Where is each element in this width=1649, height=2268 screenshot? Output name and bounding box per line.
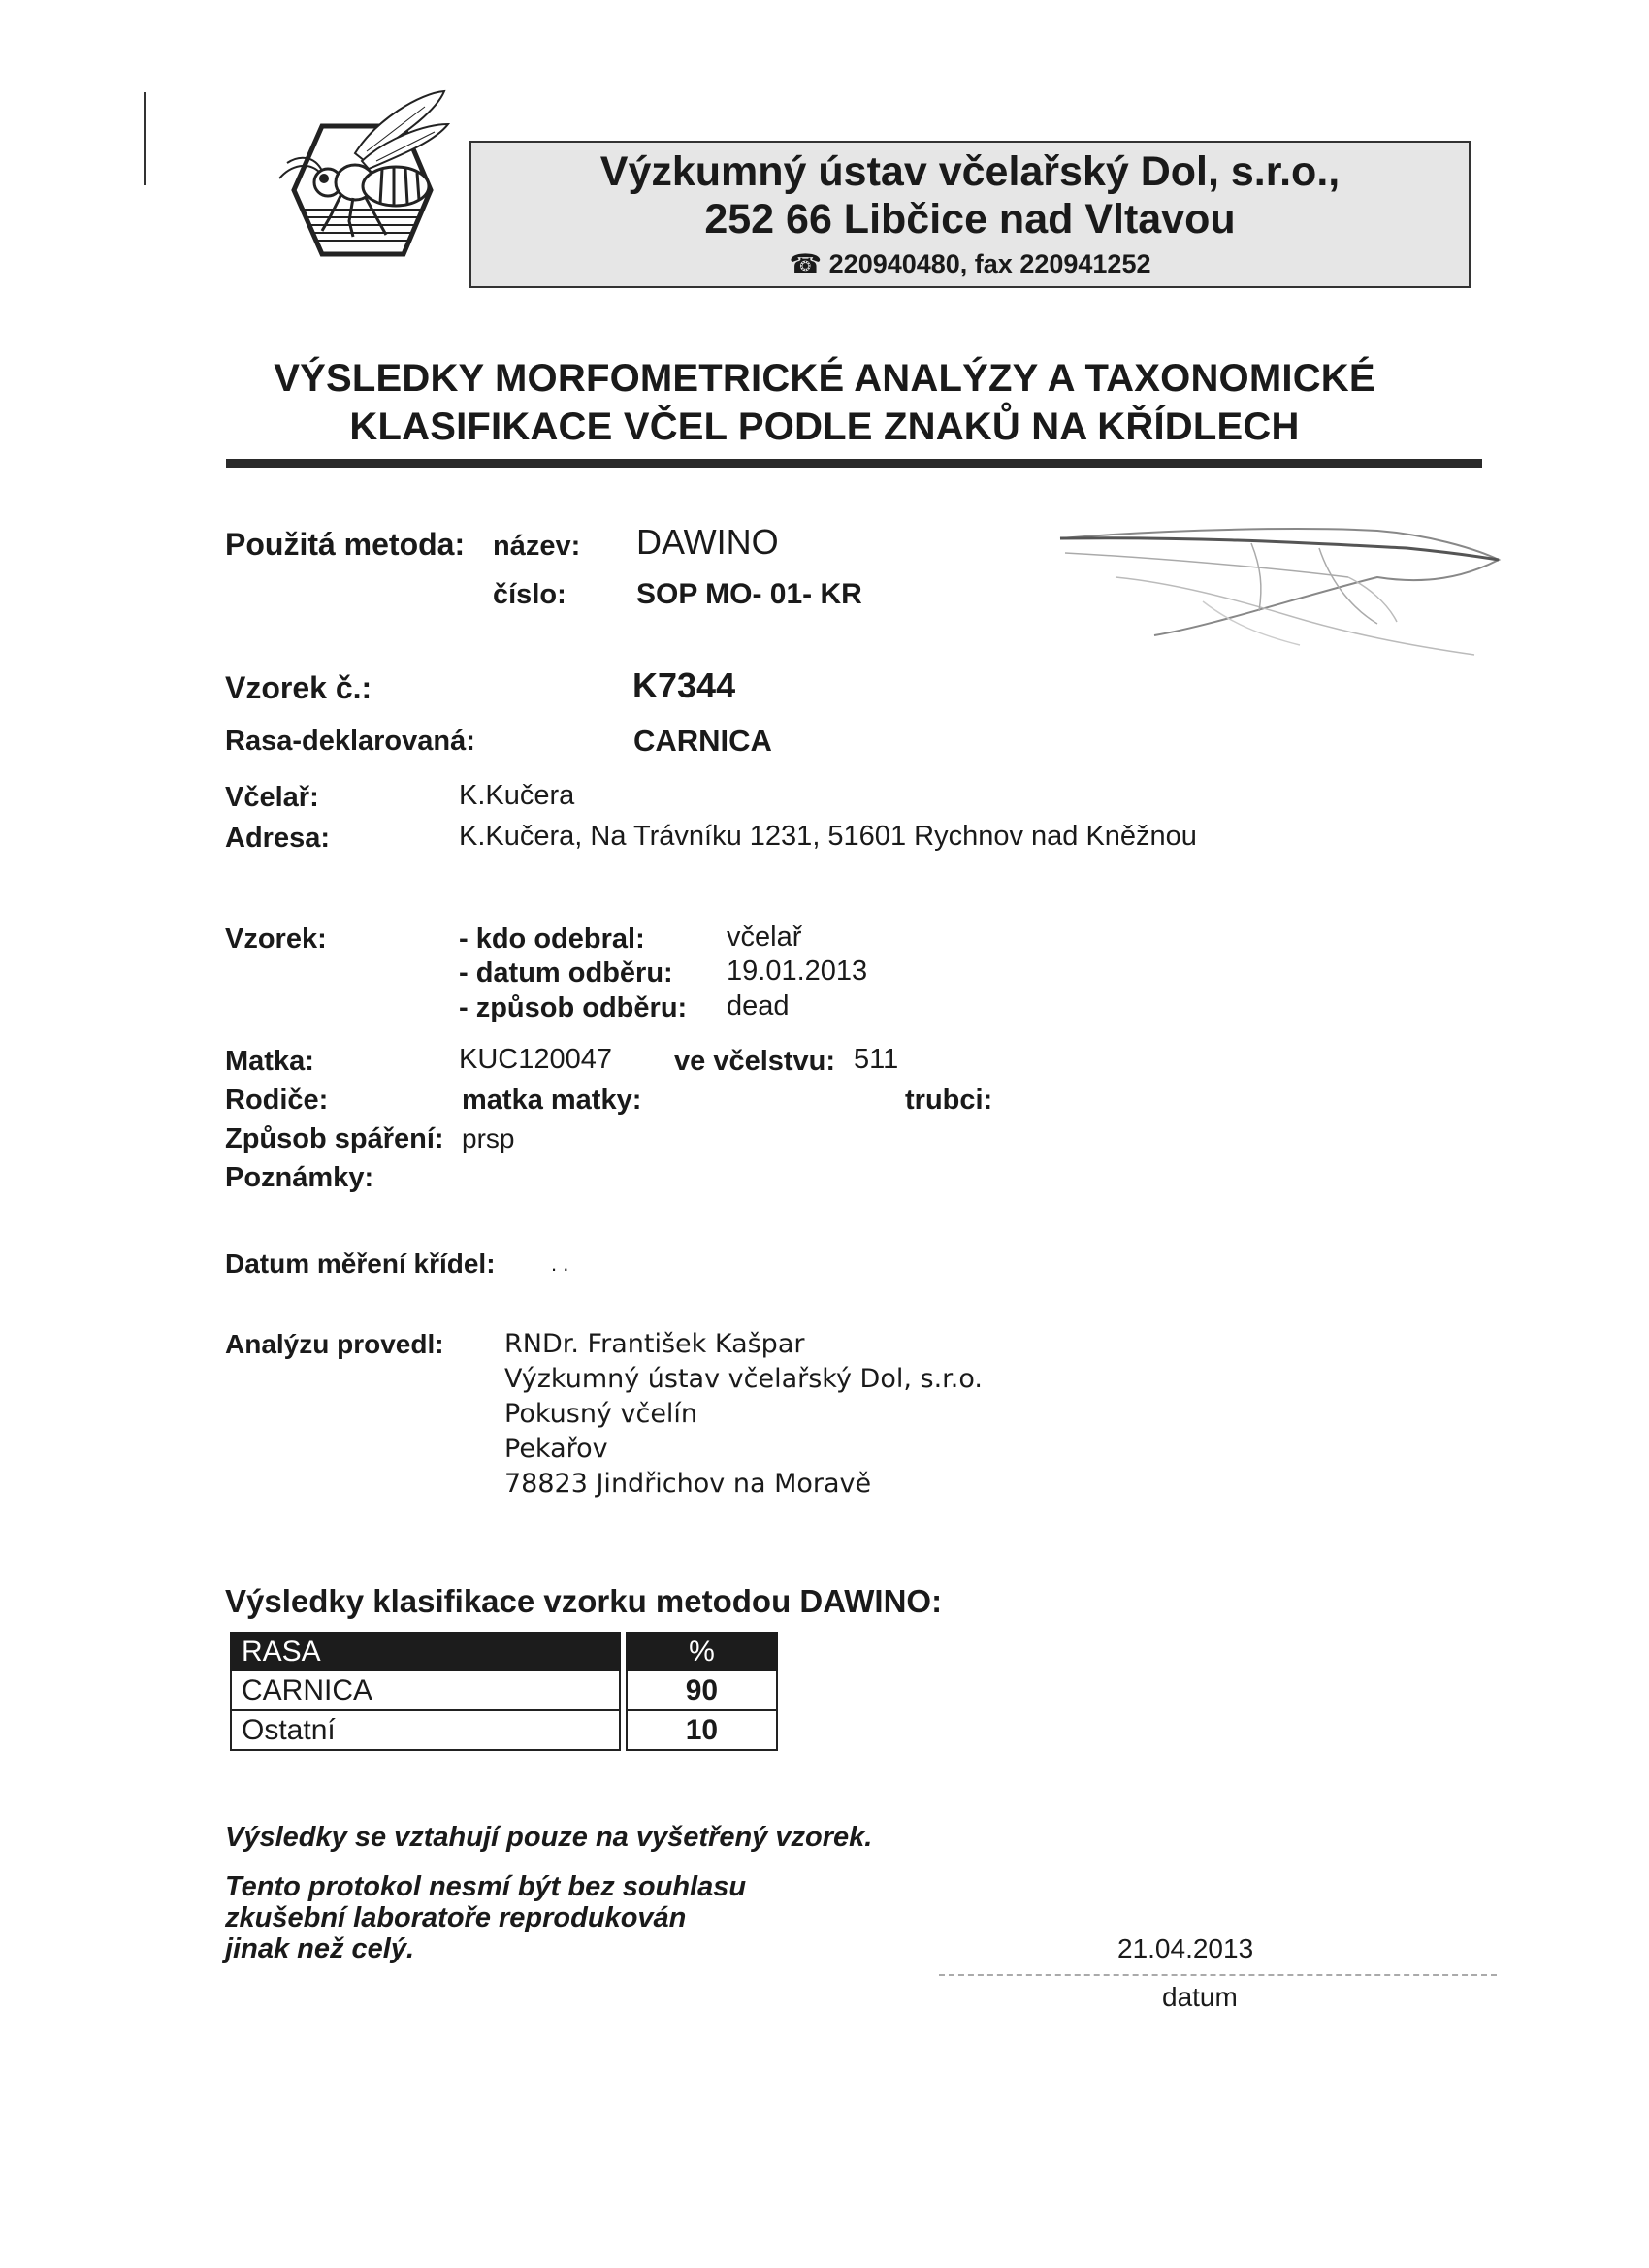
- reproduction-note-line: jinak než celý.: [225, 1933, 415, 1964]
- analyst-line: Pokusný včelín: [504, 1399, 698, 1429]
- method-label: Použitá metoda:: [225, 527, 466, 562]
- parents-label: Rodiče:: [225, 1085, 329, 1116]
- scope-note: Výsledky se vztahují pouze na vyšetřený vzorek.: [225, 1822, 873, 1853]
- reproduction-note-line: zkušební laboratoře reprodukován: [225, 1902, 687, 1933]
- document-title-line-2: KLASIFIKACE VČEL PODLE ZNAKŮ NA KŘÍDLECH: [349, 405, 1300, 448]
- measurement-date-label: Datum měření křídel:: [225, 1248, 496, 1279]
- queen-label: Matka:: [225, 1046, 314, 1077]
- table-row: [230, 1711, 778, 1751]
- mating-label: Způsob spáření:: [225, 1123, 444, 1154]
- queen-mother-label: matka matky:: [462, 1085, 642, 1116]
- method-number: SOP MO- 01- KR: [636, 578, 862, 610]
- collection-date-label: - datum odběru:: [459, 957, 673, 988]
- analyst-details: [504, 1327, 983, 1502]
- colony-number: 511: [854, 1044, 899, 1075]
- address-label: Adresa:: [225, 823, 330, 854]
- notes-label: Poznámky:: [225, 1162, 374, 1193]
- beekeeper-name: K.Kučera: [459, 780, 575, 811]
- signature-line: [939, 1974, 1497, 1976]
- telephone-icon: ☎: [789, 249, 823, 278]
- analyst-line: Výzkumný ústav včelařský Dol, s.r.o.: [504, 1364, 984, 1394]
- analyst-line: 78823 Jindřichov na Moravě: [504, 1469, 872, 1499]
- results-table: [225, 1632, 783, 1751]
- mating-method: prsp: [462, 1123, 515, 1153]
- contact-numbers: 220940480, fax 220941252: [828, 249, 1151, 278]
- method-number-label: číslo:: [493, 579, 566, 610]
- race-cell: Ostatní: [230, 1711, 621, 1751]
- sample-id-label: Vzorek č.:: [225, 670, 372, 705]
- institute-header: [469, 141, 1471, 288]
- percent-cell: 90: [626, 1671, 778, 1711]
- queen-id: KUC120047: [459, 1044, 612, 1075]
- declared-race: CARNICA: [633, 724, 772, 758]
- analyst-line: Pekařov: [504, 1434, 608, 1464]
- reproduction-note-line: Tento protokol nesmí být bez souhlasu: [225, 1871, 747, 1902]
- document-title-line-1: VÝSLEDKY MORFOMETRICKÉ ANALÝZY A TAXONOMICKÉ: [274, 357, 1375, 400]
- method-name-label: název:: [493, 531, 581, 562]
- margin-mark: [144, 92, 146, 185]
- collection-method: dead: [727, 990, 790, 1021]
- column-header-percent: %: [626, 1632, 778, 1671]
- column-header-race: RASA: [230, 1632, 621, 1671]
- reproduction-note: [225, 1871, 746, 1964]
- race-cell: CARNICA: [230, 1671, 621, 1711]
- drones-label: trubci:: [905, 1085, 993, 1116]
- institute-name: Výzkumný ústav včelařský Dol, s.r.o.,: [599, 148, 1341, 195]
- collector-label: - kdo odebral:: [459, 923, 645, 955]
- bee-wing-icon: [1057, 509, 1504, 703]
- collection-date: 19.01.2013: [727, 956, 868, 987]
- analyst-line: RNDr. František Kašpar: [504, 1329, 805, 1359]
- collection-label: Vzorek:: [225, 923, 327, 955]
- method-name: DAWINO: [636, 522, 779, 562]
- sample-id: K7344: [632, 665, 736, 705]
- beekeeper-label: Včelař:: [225, 782, 319, 813]
- beekeeper-address: K.Kučera, Na Trávníku 1231, 51601 Rychnov nad Kněžnou: [459, 821, 1197, 852]
- title-divider: [226, 459, 1482, 468]
- collection-method-label: - způsob odběru:: [459, 992, 688, 1023]
- table-row: [230, 1671, 778, 1711]
- table-header-row: [230, 1632, 778, 1671]
- percent-cell: 10: [626, 1711, 778, 1751]
- measurement-date: . .: [551, 1251, 569, 1276]
- results-heading: Výsledky klasifikace vzorku metodou DAWINO:: [225, 1583, 943, 1619]
- report-date: 21.04.2013: [1117, 1933, 1254, 1963]
- institute-contact: [471, 249, 1469, 279]
- collector: včelař: [727, 922, 802, 953]
- bee-logo-icon: [241, 85, 456, 291]
- institute-address: 252 66 Libčice nad Vltavou: [704, 196, 1236, 243]
- colony-label: ve včelstvu:: [674, 1046, 836, 1077]
- analyst-label: Analýzu provedl:: [225, 1329, 444, 1359]
- race-label: Rasa-deklarovaná:: [225, 726, 475, 757]
- report-date-label: datum: [1162, 1982, 1238, 2012]
